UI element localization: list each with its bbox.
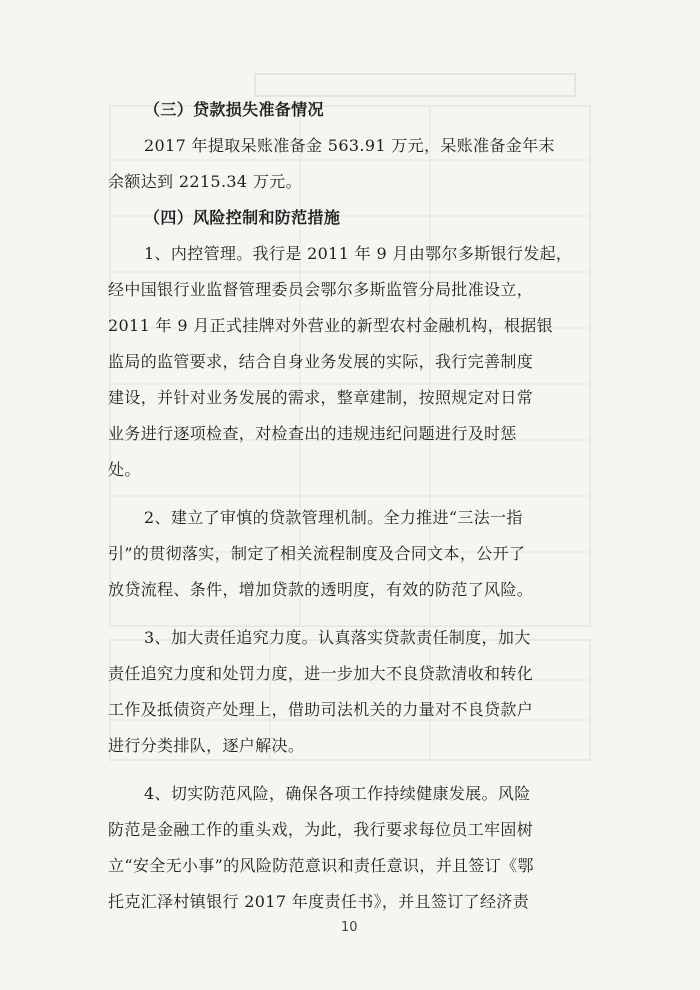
paragraph-line: 托克汇泽村镇银行 2017 年度责任书》，并且签订了经济责 bbox=[108, 892, 530, 911]
paragraph-line: 1、内控管理。我行是 2011 年 9 月由鄂尔多斯银行发起， bbox=[144, 244, 573, 263]
paragraph-spacer bbox=[108, 764, 606, 776]
paragraph-line: 3、加大责任追究力度。认真落实贷款责任制度，加大 bbox=[144, 628, 531, 647]
paragraph-line: 责任追究力度和处罚力度，进一步加大不良贷款清收和转化 bbox=[108, 664, 534, 683]
paragraph-loan-management bbox=[108, 500, 606, 608]
paragraph-line: 4、切实防范风险，确保各项工作持续健康发展。风险 bbox=[144, 784, 531, 803]
paragraph-spacer bbox=[108, 488, 606, 500]
paragraph-line: 2017 年提取呆账准备金 563.91 万元，呆账准备金年末 bbox=[144, 136, 555, 155]
paragraph-risk-prevention bbox=[108, 776, 606, 920]
paragraph-internal-control bbox=[108, 236, 606, 488]
page-number: 10 bbox=[341, 920, 358, 935]
document-body bbox=[108, 92, 606, 920]
paragraph-line: 工作及抵债资产处理上，借助司法机关的力量对不良贷款户 bbox=[108, 700, 534, 719]
paragraph-line: 监局的监管要求，结合自身业务发展的实际，我行完善制度 bbox=[108, 352, 534, 371]
paragraph-line: 放贷流程、条件，增加贷款的透明度，有效的防范了风险。 bbox=[108, 580, 534, 599]
paragraph-line: 经中国银行业监督管理委员会鄂尔多斯监管分局批准设立， bbox=[108, 280, 534, 299]
section-heading-risk-control: （四）风险控制和防范措施 bbox=[144, 208, 341, 227]
paragraph-line: 进行分类排队，逐户解决。 bbox=[108, 736, 305, 755]
paragraph-line: 处。 bbox=[108, 460, 141, 479]
paragraph-loan-loss-reserve bbox=[108, 128, 606, 200]
paragraph-line: 建设，并针对业务发展的需求，整章建制，按照规定对日常 bbox=[108, 388, 534, 407]
paragraph-line: 2、建立了审慎的贷款管理机制。全力推进“三法一指 bbox=[144, 508, 523, 527]
paragraph-line: 立“安全无小事”的风险防范意识和责任意识，并且签订《鄂 bbox=[108, 856, 534, 875]
paragraph-line: 2011 年 9 月正式挂牌对外营业的新型农村金融机构，根据银 bbox=[108, 316, 554, 335]
paragraph-line: 余额达到 2215.34 万元。 bbox=[108, 172, 302, 191]
paragraph-line: 业务进行逐项检查，对检查出的违规违纪问题进行及时惩 bbox=[108, 424, 517, 443]
paragraph-spacer bbox=[108, 608, 606, 620]
paragraph-line: 防范是金融工作的重头戏，为此，我行要求每位员工牢固树 bbox=[108, 820, 534, 839]
paragraph-accountability bbox=[108, 620, 606, 764]
section-heading-loan-loss-reserve: （三）贷款损失准备情况 bbox=[144, 100, 324, 119]
paragraph-line: 引”的贯彻落实，制定了相关流程制度及合同文本，公开了 bbox=[108, 544, 526, 563]
